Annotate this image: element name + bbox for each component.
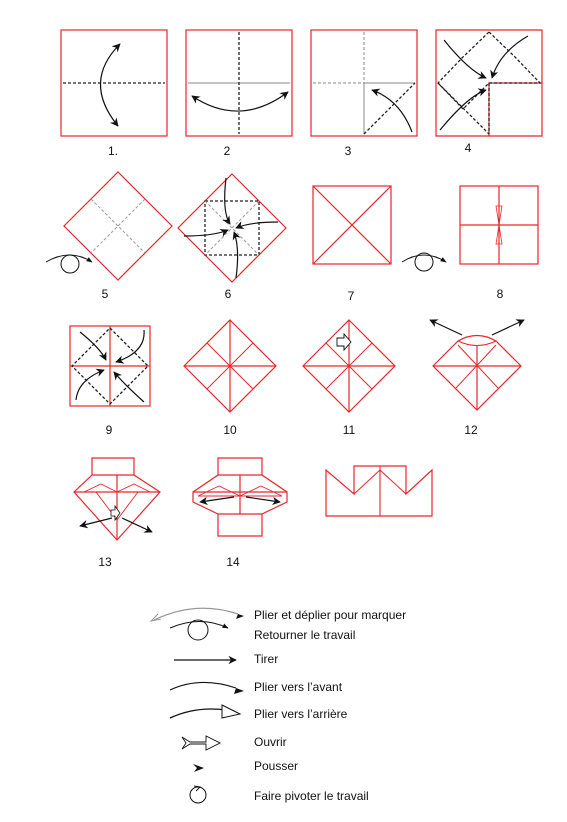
step-2-figure — [186, 30, 292, 136]
step-4-label: 4 — [464, 141, 472, 155]
push-arrow-icon — [193, 764, 204, 772]
step-1-figure — [61, 30, 167, 136]
step-9-label: 9 — [105, 423, 113, 437]
open-arrow-icon — [182, 736, 220, 750]
step-3-figure — [311, 30, 417, 136]
step-10-figure — [184, 320, 276, 412]
final-figure — [326, 466, 432, 516]
legend-turn-over-text: Retourner le travail — [254, 628, 356, 642]
step-3-label: 3 — [344, 144, 352, 158]
step-2-label: 2 — [223, 144, 231, 158]
step-12-label: 12 — [464, 423, 478, 437]
turn-over-icon — [170, 620, 228, 640]
step-7-figure — [313, 186, 391, 264]
step-5-label: 5 — [101, 287, 109, 301]
fold-unfold-arrow-icon — [151, 608, 244, 621]
step-11-figure — [303, 320, 395, 412]
step-7-label: 7 — [347, 289, 355, 303]
legend-push-text: Pousser — [254, 759, 299, 773]
step-6-figure — [178, 174, 286, 282]
step-11-label: 11 — [342, 423, 356, 437]
step-13-label: 13 — [98, 555, 112, 569]
step-6-label: 6 — [224, 287, 232, 301]
legend-mountain-fold-text: Plier vers l’arrière — [254, 707, 348, 721]
step-8-figure — [460, 186, 538, 264]
mountain-fold-arrow-icon — [170, 705, 240, 718]
step-10-label: 10 — [223, 423, 237, 437]
step-14-figure — [193, 458, 287, 536]
step-12-figure — [430, 320, 524, 410]
step-14-label: 14 — [226, 555, 240, 569]
legend-open-text: Ouvrir — [254, 735, 287, 749]
legend-rotate-text: Faire pivoter le travail — [254, 789, 369, 803]
step-5-figure — [46, 172, 172, 280]
step-4-figure — [436, 30, 542, 136]
step-9-figure — [70, 326, 150, 406]
step-13-figure — [74, 458, 160, 540]
step-8-label: 8 — [496, 287, 504, 301]
step-1-label: 1. — [107, 144, 118, 158]
legend-valley-fold-text: Plier vers l’avant — [254, 680, 343, 694]
rotate-icon — [190, 786, 206, 803]
legend-pull-text: Tirer — [254, 652, 279, 666]
valley-fold-arrow-icon — [170, 682, 244, 694]
step-8-turnover-symbol — [402, 253, 446, 271]
legend-fold-unfold-text: Plier et déplier pour marquer — [254, 608, 407, 622]
